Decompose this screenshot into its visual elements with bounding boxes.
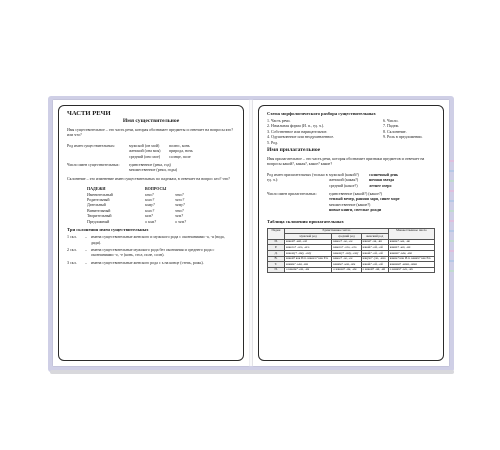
table-cell: какая? -ая, -яя [361, 239, 388, 245]
case-q2: что? [175, 191, 184, 197]
declension-definition: Склонение – это изменение имен существительных по падежам, в отвечает на вопрос кто? что? [67, 175, 230, 181]
case-name: Винительный [87, 207, 111, 213]
case-q2: чем? [175, 213, 184, 219]
case-q1: кто? [145, 191, 154, 197]
case-q1: о ком? [145, 218, 157, 224]
adj-number-label: Число имен прилагательных: [267, 191, 317, 197]
adjective-definition: Имя прилагательное – это часть речи, которая обозначает признаки предметов и отвечает на вопросы какой?, какая?, какое? какие? [267, 156, 425, 167]
gender-example: полюс, конь [169, 142, 190, 148]
section-title-noun: Имя существительное [122, 118, 180, 124]
adjective-declension-table [267, 228, 435, 274]
table-header-case: Падеж [268, 228, 285, 239]
table-cell: о каком? -ом, -ем [332, 267, 361, 273]
adj-gender-label: Род имен прилагательных (только в ед. ч.): [267, 171, 328, 183]
right-page-content [267, 110, 435, 273]
table-cell: какого? -ого, -его [285, 245, 332, 251]
table-cell: каким? -ым, -им [388, 251, 434, 257]
case-q1: кем? [145, 213, 153, 219]
case-name: Предложный [87, 218, 110, 224]
table-cell: о какой? -ой, -ей [361, 267, 388, 273]
case-name: Родительный [87, 197, 110, 203]
table-cell: каких? -ых, -их [388, 245, 434, 251]
number-row: множественное (реки, годы) [129, 167, 178, 173]
table-header-singular: Единственное число [285, 228, 389, 234]
table-cell: какие? -ые, -ие [388, 239, 434, 245]
noun-definition: Имя существительное – это часть речи, которая обозначает предметы и отвечает на вопросы кто? или что? [67, 127, 234, 138]
declension-dash: – [85, 259, 87, 265]
adj-gender-name: мужской (какой?) [329, 171, 359, 177]
table-cell: каким? -ым, -им [285, 262, 332, 268]
left-page [53, 100, 249, 366]
adj-number-example: новые книги, светлые дожди [329, 207, 382, 213]
scheme-title: Схема морфологического разбора существительных [267, 111, 376, 116]
page-title: ЧАСТИ РЕЧИ [67, 110, 111, 117]
scheme-item: 9. Роль в предложении. [383, 134, 423, 140]
declensions-list [67, 234, 235, 265]
table-cell: П. [268, 267, 285, 273]
adj-number-row: единственное (какой?) (какое?) [329, 191, 382, 197]
declensions-title: Три склонения имен существительных [67, 227, 149, 233]
declension-number: 3 скл. [67, 259, 77, 265]
adj-number-row: множественное (какие?) [329, 201, 371, 207]
declension-text: имена существительные женского и мужского рода с окончаниями -а, -я (вода, дядя). [91, 234, 225, 245]
table-cell: какие? как И.п. каких? как Р.п. [388, 256, 434, 262]
cases-header: ПАДЕЖИ [87, 186, 106, 192]
scheme-item: 6. Число. [383, 118, 399, 123]
questions-header: ВОПРОСЫ [145, 186, 167, 192]
case-q1: кого? [145, 207, 155, 213]
gender-name: женский (она моя) [129, 148, 161, 154]
number-block [67, 162, 235, 173]
case-name: Творительный [87, 213, 112, 219]
cases-table [87, 186, 235, 224]
left-page-content [67, 110, 235, 267]
table-cell: какой? -ый, -ой [285, 239, 332, 245]
declension-dash: – [85, 234, 87, 240]
table-header-fem: женский род [361, 234, 388, 240]
table-cell: какое? -ое, -ее [332, 256, 361, 262]
section-title-adjective: Имя прилагательное [267, 147, 321, 154]
scheme-list [267, 118, 435, 145]
case-name: Именительный [87, 191, 113, 197]
table-header-neut: средний род [332, 234, 361, 240]
case-q2: о чем? [175, 218, 187, 224]
table-cell: И. [268, 239, 285, 245]
gender-name: мужской (он мой) [129, 142, 160, 148]
number-label: Число имен существительных: [67, 162, 120, 168]
table-cell: какой? -ой, -ей [361, 262, 388, 268]
gender-example: солнце, поле [169, 153, 191, 159]
adj-number-block [267, 191, 435, 213]
declension-text: имена существительные мужского рода без окончания и среднего рода с окончаниями -о, -е (конь, стол, поле, солн). [91, 246, 215, 258]
table-cell: Р. [268, 245, 285, 251]
adj-gender-example: солнечный день [369, 171, 399, 177]
declension-dash: – [85, 246, 87, 252]
table-header-masc: мужской род [285, 234, 332, 240]
table-cell: каким? -ым, -им [332, 262, 361, 268]
table-cell: Т. [268, 262, 285, 268]
case-q2: чего? [175, 197, 185, 203]
gender-block [67, 143, 235, 159]
scheme-item: 1. Часть речи. [267, 118, 291, 123]
declension-text: имена существительные женского рода с ь на конце (степь, рожь). [91, 259, 204, 265]
scheme-item: 5. Род. [267, 139, 279, 145]
table-cell: о каких? -ых, -их [388, 267, 434, 273]
adj-gender-block [267, 172, 435, 188]
table-cell: какого? -ого, -его [332, 245, 361, 251]
adj-number-example: теплый вечер, ранняя заря, синее море [329, 196, 400, 202]
right-page [253, 100, 449, 366]
notebook-edge [50, 370, 454, 374]
case-q2: что? [175, 207, 184, 213]
adj-gender-name: средний (какое?) [329, 182, 358, 188]
scheme-item: 4. Одушевленное или неодушевленное. [267, 134, 335, 140]
table-cell: какому? -ому, -ему [285, 251, 332, 257]
gender-name: средний (оно мое) [129, 153, 161, 159]
number-row: единственное (река, год) [129, 162, 171, 168]
table-cell: какой? -ой, -ей [361, 251, 388, 257]
scheme-item: 7. Падеж. [383, 123, 400, 129]
table-cell: Д. [268, 251, 285, 257]
table-cell: какому? -ому, -ему [332, 251, 361, 257]
case-name: Дательный [87, 202, 106, 208]
scheme-item: 3. Собственное или нарицательное. [267, 128, 328, 134]
gender-example: природа, ночь [169, 148, 193, 154]
table-row [268, 267, 435, 273]
table-cell: какую? -ую, -юю [361, 256, 388, 262]
case-q1: кому? [145, 202, 155, 208]
table-cell: о каком? -ом, -ем [285, 267, 332, 273]
adj-gender-name: женский (какая?) [329, 177, 359, 183]
declension-number: 2 скл. [67, 246, 77, 252]
gender-label: Род имен существительных: [67, 142, 116, 148]
table-cell: какими? -ыми, -ими [388, 262, 434, 268]
table-cell: какое? -ое, -ее [332, 239, 361, 245]
table-header-plural: Множественное число [388, 228, 434, 239]
case-q2: чему? [175, 202, 185, 208]
adj-gender-example: летнее озеро [369, 182, 392, 188]
table-cell: какой? как И.п. какого? как Р.п. [285, 256, 332, 262]
table-cell: В. [268, 256, 285, 262]
scheme-item: 2. Начальная форма (И. п., ед. ч.). [267, 123, 325, 129]
case-q1: кого? [145, 197, 155, 203]
adj-gender-example: ночная звезда [369, 177, 395, 183]
declension-number: 1 скл. [67, 234, 77, 240]
scheme-item: 8. Склонение. [383, 128, 407, 134]
table-title: Таблица склонения прилагательных [267, 218, 344, 224]
table-cell: какой? -ой, -ей [361, 245, 388, 251]
